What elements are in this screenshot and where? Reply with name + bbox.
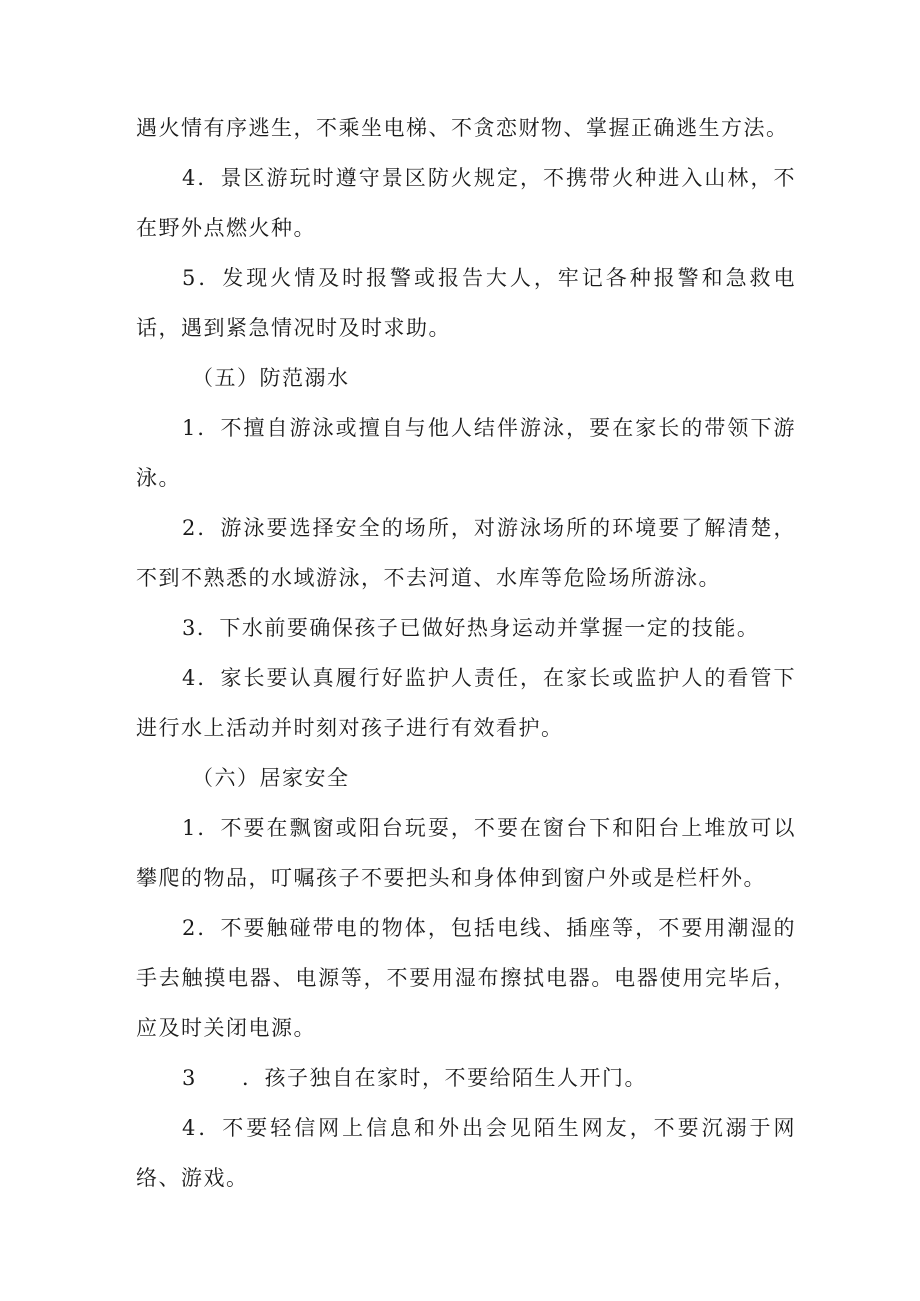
drowning-item-2: 2．游泳要选择安全的场所，对游泳场所的环境要了解清楚，不到不熟悉的水域游泳，不去河道、水库等危险场所游泳。 bbox=[136, 516, 796, 590]
fire-safety-item-4: 4．景区游玩时遵守景区防火规定，不携带火种进入山林，不在野外点燃火种。 bbox=[136, 166, 796, 240]
home-safety-item-1: 1．不要在飘窗或阳台玩耍，不要在窗台下和阳台上堆放可以攀爬的物品，叮嘱孩子不要把头和身体伸到窗户外或是栏杆外。 bbox=[136, 816, 796, 890]
home-safety-item-3 bbox=[136, 1053, 796, 1103]
paragraph-continuation: 遇火情有序逃生，不乘坐电梯、不贪恋财物、掌握正确逃生方法。 bbox=[136, 116, 789, 140]
drowning-item-4: 4．家长要认真履行好监护人责任，在家长或监护人的看管下进行水上活动并时刻对孩子进行有效看护。 bbox=[136, 666, 796, 740]
item-number: 3 bbox=[182, 1066, 197, 1090]
home-safety-item-2: 2．不要触碰带电的物体，包括电线、插座等，不要用潮湿的手去触摸电器、电源等，不要用湿布擦拭电器。电器使用完毕后，应及时关闭电源。 bbox=[136, 916, 796, 1040]
section-heading-drowning-prevention: （五）防范溺水 bbox=[192, 366, 350, 390]
fire-safety-item-5: 5．发现火情及时报警或报告大人，牢记各种报警和急救电话，遇到紧急情况时及时求助。 bbox=[136, 266, 796, 340]
document-body bbox=[136, 103, 796, 1203]
section-heading-home-safety: （六）居家安全 bbox=[192, 766, 350, 790]
drowning-item-1: 1．不擅自游泳或擅自与他人结伴游泳，要在家长的带领下游泳。 bbox=[136, 416, 796, 490]
home-safety-item-4: 4．不要轻信网上信息和外出会见陌生网友，不要沉溺于网络、游戏。 bbox=[136, 1116, 796, 1190]
item-text: ．孩子独自在家时，不要给陌生人开门。 bbox=[242, 1066, 647, 1090]
drowning-item-3: 3．下水前要确保孩子已做好热身运动并掌握一定的技能。 bbox=[182, 616, 760, 640]
